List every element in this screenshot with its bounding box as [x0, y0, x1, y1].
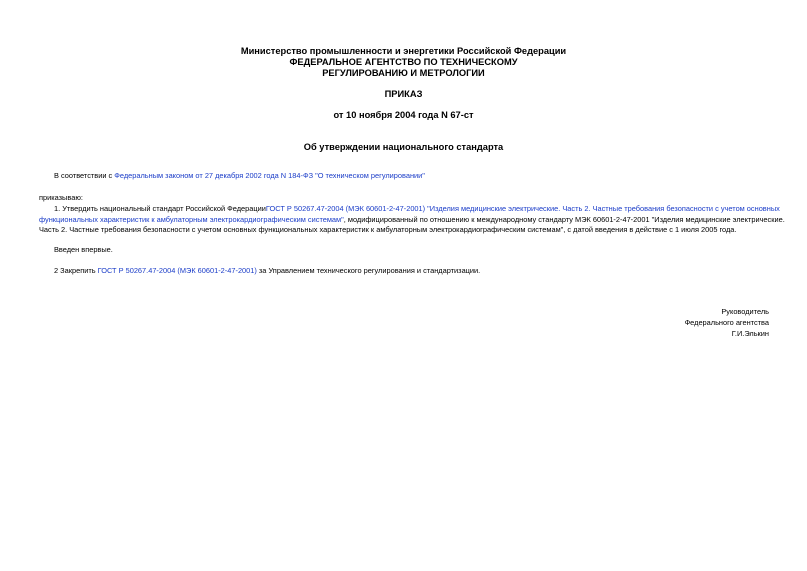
- gost-link-item2[interactable]: ГОСТ Р 50267.47-2004 (МЭК 60601-2-47-2001): [97, 266, 257, 275]
- order-title: ПРИКАЗ: [384, 89, 423, 99]
- intro-paragraph: [39, 171, 794, 182]
- document-header: [0, 46, 807, 79]
- signature-name: Г.И.Элькин: [731, 329, 769, 338]
- item1-suffix: , модифицированный по отношению к международному стандарту МЭК 60601-2-47-2001 "Изделия медицинские электрические.: [343, 214, 785, 224]
- gost-link-part2[interactable]: функциональных характеристик к амбулаторным электрокардиографическим системам": [39, 214, 344, 224]
- signature-block: [685, 306, 769, 339]
- item1-line2: [39, 214, 785, 226]
- introduced-note: Введен впервые.: [54, 245, 113, 254]
- signature-title: Руководитель: [721, 307, 769, 316]
- gost-link-part1[interactable]: ГОСТ Р 50267.47-2004 (МЭК 60601-2-47-2001) "Изделия медицинские электрические. Часть 2. Частные требования безопасности с учетом основных: [265, 204, 780, 213]
- item1-line1: [39, 204, 779, 215]
- agency-name-line2: РЕГУЛИРОВАНИЮ И МЕТРОЛОГИИ: [322, 68, 485, 78]
- federal-law-link[interactable]: Федеральным законом от 27 декабря 2002 года N 184-ФЗ "О техническом регулировании": [114, 171, 425, 180]
- item1-line3: Часть 2. Частные требования безопасности с учетом основных функциональных характеристик к амбулаторным электрокардиографическим системам", с датой введения в действие с 1 июля 2005 года.: [39, 225, 737, 234]
- ministry-name: Министерство промышленности и энергетики Российской Федерации: [240, 46, 567, 56]
- item2-suffix: за Управлением технического регулирования и стандартизации.: [256, 266, 481, 275]
- signature-agency: Федерального агентства: [684, 318, 769, 327]
- order-subject: Об утверждении национального стандарта: [303, 142, 504, 152]
- item1-prefix: 1. Утвердить национальный стандарт Российской Федерации: [54, 204, 266, 213]
- item2-prefix: 2 Закрепить: [54, 266, 98, 275]
- agency-name-line1: ФЕДЕРАЛЬНОЕ АГЕНТСТВО ПО ТЕХНИЧЕСКОМУ: [289, 57, 518, 67]
- intro-prefix: В соответствии с: [54, 171, 115, 180]
- item1-paragraph: [39, 204, 785, 236]
- item2-paragraph: [39, 266, 794, 277]
- order-date: от 10 ноября 2004 года N 67-ст: [333, 110, 474, 120]
- orders-word: приказываю:: [39, 193, 83, 202]
